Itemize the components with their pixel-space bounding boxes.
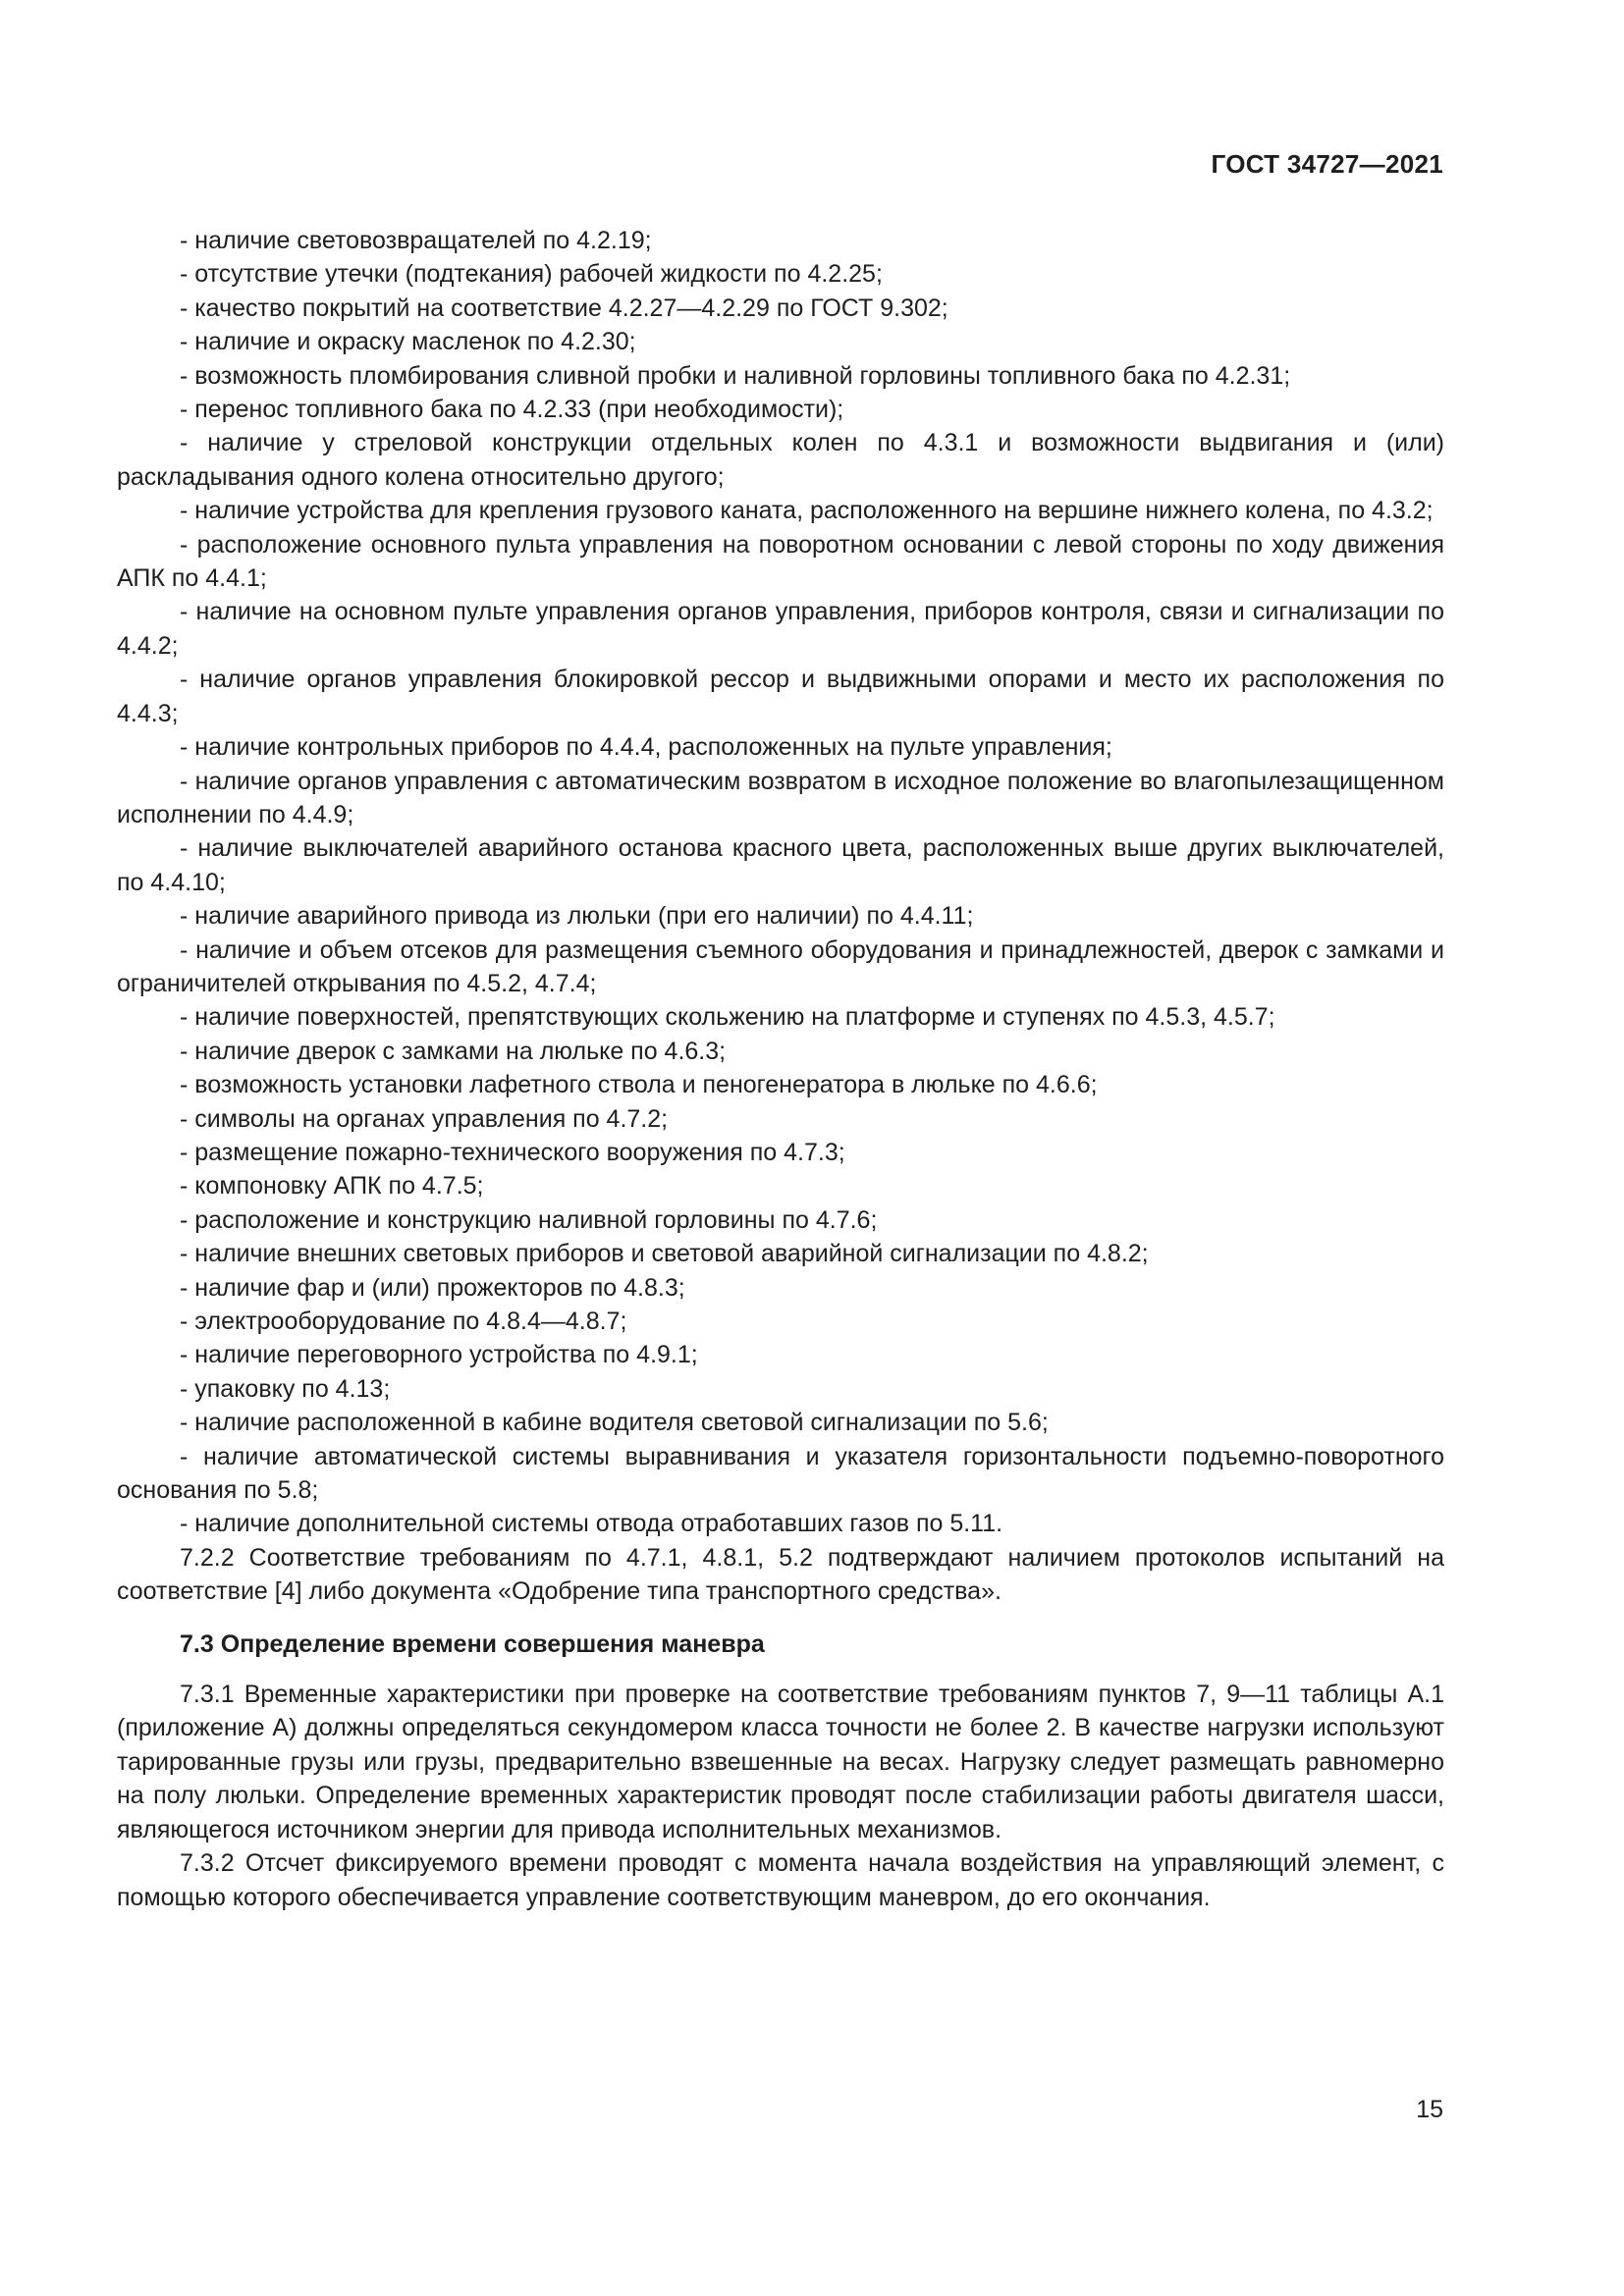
- page-number: 15: [1416, 2096, 1443, 2123]
- list-item: - наличие расположенной в кабине водителя световой сигнализации по 5.6;: [180, 1409, 1049, 1437]
- list-item: - возможность установки лафетного ствола и пеногенератора в люльке по 4.6.6;: [180, 1071, 1098, 1099]
- list-item: - упаковку по 4.13;: [180, 1374, 391, 1403]
- list-item: - перенос топливного бака по 4.2.33 (при необходимости);: [180, 396, 844, 424]
- list-item: - наличие автоматической системы выравнивания и указателя горизонтальности подъемно-поворотного основания по 5.8;: [117, 1442, 1444, 1505]
- list-item: - наличие поверхностей, препятствующих скольжению на платформе и ступенях по 4.5.3, 4.5.7;: [180, 1003, 1275, 1032]
- paragraph-7-2-2: 7.2.2 Соответствие требованиям по 4.7.1, 4.8.1, 5.2 подтверждают наличием протоколов испытаний на соответствие [4] либо документа «Одобрение типа транспортного средства».: [117, 1543, 1444, 1606]
- list-item: - расположение основного пульта управления на поворотном основании с левой стороны по ходу движения АПК по 4.4.1;: [117, 530, 1444, 593]
- list-item: - наличие аварийного привода из люльки (при его наличии) по 4.4.11;: [180, 902, 974, 931]
- list-item: - отсутствие утечки (подтекания) рабочей жидкости по 4.2.25;: [180, 260, 883, 289]
- paragraph-7-3-2: 7.3.2 Отсчет фиксируемого времени проводят с момента начала воздействия на управляющий элемент, с помощью которого обеспечивается управление соответствующим маневром, до его окончания.: [117, 1849, 1444, 1911]
- list-item: - наличие устройства для крепления грузового каната, расположенного на вершине нижнего колена, по 4.3.2;: [180, 497, 1434, 525]
- list-item: - наличие фар и (или) прожекторов по 4.8.3;: [180, 1273, 685, 1302]
- list-item: - символы на органах управления по 4.7.2;: [180, 1104, 669, 1133]
- list-item: - наличие органов управления блокировкой рессор и выдвижными опорами и место их расположения по 4.4.3;: [117, 666, 1444, 727]
- list-item: - возможность пломбирования сливной пробки и наливной горловины топливного бака по 4.2.31;: [180, 361, 1291, 390]
- list-item: - наличие у стреловой конструкции отдельных колен по 4.3.1 и возможности выдвигания и (или) раскладывания одного колена относительно другого;: [117, 429, 1444, 491]
- list-item: - расположение и конструкцию наливной горловины по 4.7.6;: [180, 1205, 878, 1234]
- list-item: - наличие контрольных приборов по 4.4.4, расположенных на пульте управления;: [180, 733, 1112, 762]
- list-item: - наличие на основном пульте управления органов управления, приборов контроля, связи и сигнализации по 4.4.2;: [117, 598, 1444, 660]
- list-item: - размещение пожарно-технического вооружения по 4.7.3;: [180, 1138, 845, 1166]
- paragraph-7-3-1: 7.3.1 Временные характеристики при проверке на соответствие требованиям пунктов 7, 9—11 таблицы А.1 (приложение А) должны определяться секундомером класса точности не более 2. В качестве нагрузки используют тарированные грузы или грузы, предварительно взвешенные на весах. Нагрузку следует размещать равномерно на полу люльки. Определение временных характеристик проводят после стабилизации работы двигателя шасси, являющегося источником энергии для привода исполнительных механизмов.: [117, 1681, 1444, 1843]
- list-item: - качество покрытий на соответствие 4.2.27—4.2.29 по ГОСТ 9.302;: [180, 294, 948, 322]
- list-item: - наличие дополнительной системы отвода отработавших газов по 5.11.: [180, 1510, 1003, 1538]
- list-item: - наличие переговорного устройства по 4.9.1;: [180, 1341, 698, 1369]
- document-body: [117, 224, 1444, 1914]
- section-heading-7-3: 7.3 Определение времени совершения маневра: [180, 1629, 765, 1658]
- list-item: - компоновку АПК по 4.7.5;: [180, 1172, 484, 1201]
- list-item: - наличие органов управления с автоматическим возвратом в исходное положение во влагопылезащищенном исполнении по 4.4.9;: [117, 767, 1444, 828]
- list-item: - наличие дверок с замками на люльке по 4.6.3;: [180, 1037, 727, 1065]
- list-item: - наличие и окраску масленок по 4.2.30;: [180, 328, 636, 356]
- document-header: ГОСТ 34727—2021: [1211, 149, 1443, 179]
- list-item: - наличие выключателей аварийного останова красного цвета, расположенных выше других выключателей, по 4.4.10;: [117, 834, 1444, 896]
- list-item: - наличие световозвращателей по 4.2.19;: [180, 227, 652, 254]
- list-item: - электрооборудование по 4.8.4—4.8.7;: [180, 1308, 627, 1335]
- list-item: - наличие и объем отсеков для размещения съемного оборудования и принадлежностей, дверок с замками и ограничителей открывания по 4.5.2, 4.7.4;: [117, 935, 1444, 997]
- list-item: - наличие внешних световых приборов и световой аварийной сигнализации по 4.8.2;: [180, 1240, 1149, 1268]
